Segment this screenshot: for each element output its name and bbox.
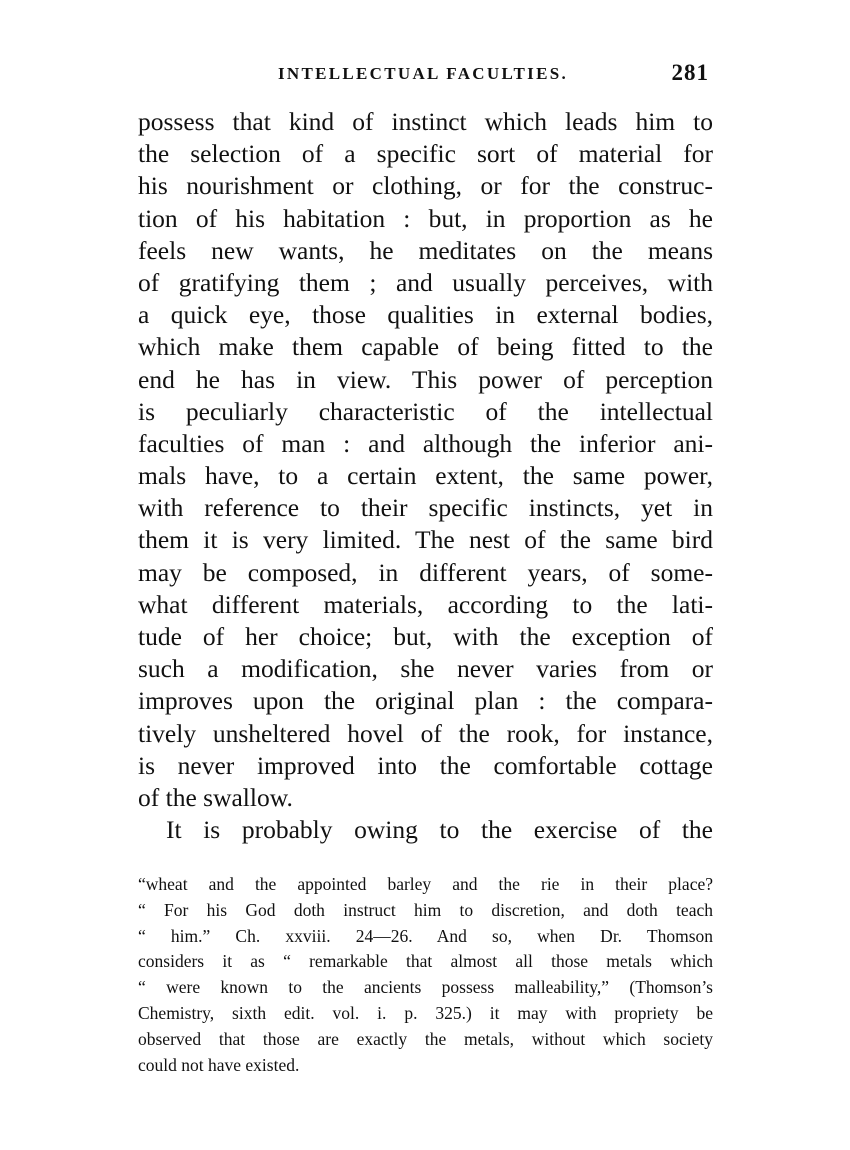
body-line: what different materials, according to the lati- [138,589,713,619]
body-line: which make them capable of being fitted to the [138,332,713,362]
body-line: possess that kind of instinct which leads him to [138,107,713,136]
body-line: such a modification, she never varies from or [138,654,713,684]
footnote-line: Chemistry, sixth edit. vol. i. p. 325.) it may with propriety be [138,1002,713,1023]
paragraph-start-line: It is probably owing to the exercise of the [166,815,713,845]
body-line: faculties of man : and although the inferior ani- [138,428,713,458]
body-line: improves upon the original plan : the compara- [138,686,713,716]
body-line: is peculiarly characteristic of the intellectual [138,396,713,426]
footnote-line: observed that those are exactly the metals, without which society [138,1028,713,1049]
footnote [138,872,713,1078]
footnote-line: considers it as “ remarkable that almost all those metals which [138,951,713,972]
footnote-line: “ were known to the ancients possess malleability,” (Thomson’s [138,977,713,998]
body-line: tively unsheltered hovel of the rook, for instance, [138,718,713,748]
body-line: with reference to their specific instincts, yet in [138,493,713,523]
body-line: may be composed, in different years, of some- [138,557,713,587]
body-line: mals have, to a certain extent, the same power, [138,461,713,491]
body-line: tion of his habitation : but, in proportion as he [138,203,713,233]
body-line: is never improved into the comfortable cottage [138,750,713,780]
footnote-line: “wheat and the appointed barley and the rie in their place? [138,874,713,894]
body-line: tude of her choice; but, with the exception of [138,622,713,651]
body-line: the selection of a specific sort of material for [138,139,713,169]
body-line: end he has in view. This power of perception [138,364,713,394]
body-line: his nourishment or clothing, or for the construc- [138,171,713,201]
footnote-line: “ him.” Ch. xxviii. 24—26. And so, when Dr. Thomson [138,925,713,946]
body-line: a quick eye, those qualities in external bodies, [138,300,713,330]
running-head [138,60,713,90]
body-line: of gratifying them ; and usually perceives, with [138,267,713,297]
paragraph-end-line: of the swallow. [138,782,293,812]
page-number: 281 [671,60,709,85]
footnote-line: “ For his God doth instruct him to discretion, and doth teach [138,899,713,920]
footnote-line: could not have existed. [138,1054,300,1075]
body-line: feels new wants, he meditates on the means [138,235,713,265]
body-line: them it is very limited. The nest of the same bird [138,525,713,555]
body-text [138,106,713,846]
running-title: INTELLECTUAL FACULTIES. [278,64,569,83]
